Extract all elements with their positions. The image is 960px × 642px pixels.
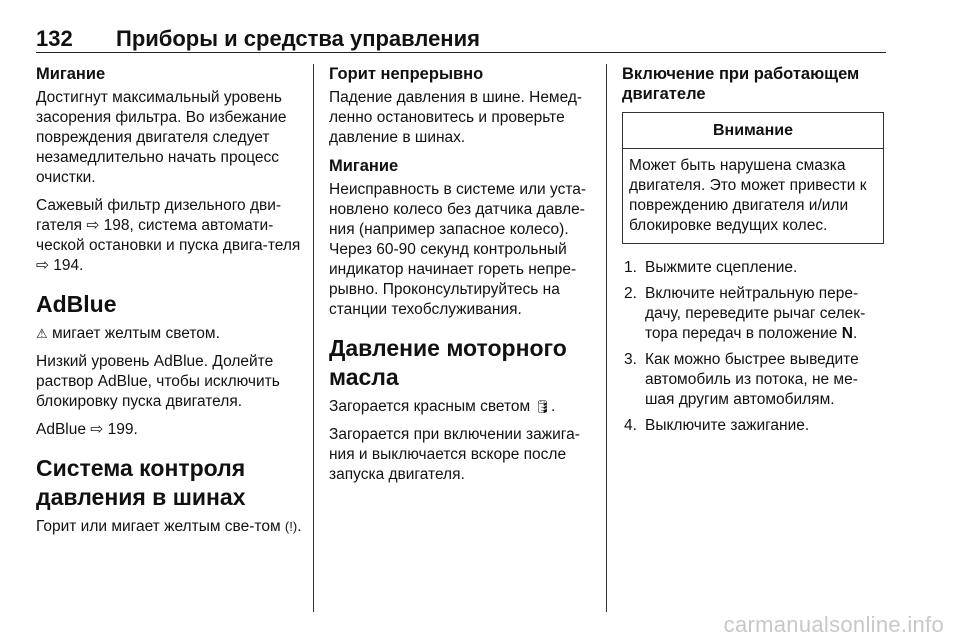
step-text: Выключите зажигание. [645, 417, 810, 434]
steps-list [622, 258, 884, 436]
warning-text: Может быть нарушена смазка двигателя. Это может привести к повреждению двигателя и/или блокировке ведущих колес. [629, 157, 867, 234]
page-header [36, 26, 886, 53]
paragraph-text: Загорается красным светом [329, 398, 531, 415]
column-left [36, 64, 302, 545]
paragraph-text: мигает желтым светом. [51, 325, 220, 342]
warning-title: Внимание [623, 113, 883, 149]
heading-blinking: Мигание [36, 65, 106, 83]
heading-engine-running: Включение при работающем двигателе [622, 65, 860, 103]
paragraph: Сажевый фильтр дизельного дви-гателя ⇨ 198, система автомати-ческой остановки и пуска двига-теля ⇨ 194. [36, 197, 301, 274]
heading-blinking: Мигание [329, 157, 399, 175]
tire-pressure-icon: (!) [284, 519, 298, 534]
page-number: 132 [36, 26, 73, 51]
step-number: 1. [624, 259, 637, 276]
warning-box [622, 112, 884, 244]
step-number: 2. [624, 285, 637, 302]
paragraph [36, 324, 302, 344]
paragraph: Падение давления в шине. Немед-ленно остановитесь и проверьте давление в шинах. [329, 89, 583, 146]
heading-tpms: Система контроля давления в шинах [36, 455, 246, 510]
heading-steady: Горит непрерывно [329, 65, 484, 83]
step-number: 3. [624, 351, 637, 368]
oil-can-icon: 🛢 [534, 399, 552, 414]
step-text: Выжмите сцепление. [645, 259, 798, 276]
paragraph: Достигнут максимальный уровень засорения фильтра. Во избежание повреждения двигателя следует незамедлительно начать процесс очистки. [36, 89, 287, 186]
list-item [622, 350, 884, 410]
list-item: 2. Включите нейтральную пере-дачу, переведите рычаг селек-тора передач в положение N. [624, 285, 866, 342]
paragraph-text: Горит или мигает желтым све-том [36, 518, 281, 535]
step-text: Как можно быстрее выведите автомобиль из потока, не ме-шая другим автомобилям. [645, 351, 859, 408]
list-item [622, 416, 884, 436]
page-title: Приборы и средства управления [116, 26, 480, 51]
gear-position: N [841, 325, 853, 342]
step-number: 4. [624, 417, 637, 434]
heading-oil-pressure: Давление моторного масла [329, 335, 567, 390]
column-divider [313, 64, 314, 612]
paragraph: Неисправность в системе или уста-новлено колесо без датчика давле-ния (например запасное колесо). Через 60-90 секунд контрольный индикатор начинает гореть непре-рывно. Проконсультируйтесь на станции техобслуживания. [329, 181, 587, 318]
step-text: Включите нейтральную пере-дачу, переведите рычаг селек-тора передач в положение [645, 285, 866, 342]
paragraph: Низкий уровень AdBlue. Долейте раствор AdBlue, чтобы исключить блокировку пуска двигателя. [36, 353, 280, 410]
column-middle [329, 64, 597, 493]
adblue-icon: ⚠ [36, 326, 48, 341]
paragraph: Загорается красным светом 🛢. [329, 398, 556, 415]
paragraph: Загорается при включении зажига-ния и выключается вскоре после запуска двигателя. [329, 426, 580, 483]
column-right [622, 64, 884, 442]
heading-adblue: AdBlue [36, 291, 117, 317]
watermark: carmanualsonline.info [723, 612, 944, 637]
list-item [622, 258, 884, 278]
paragraph: AdBlue ⇨ 199. [36, 421, 138, 438]
paragraph: Горит или мигает желтым све-том (!). [36, 518, 302, 535]
column-divider [606, 64, 607, 612]
